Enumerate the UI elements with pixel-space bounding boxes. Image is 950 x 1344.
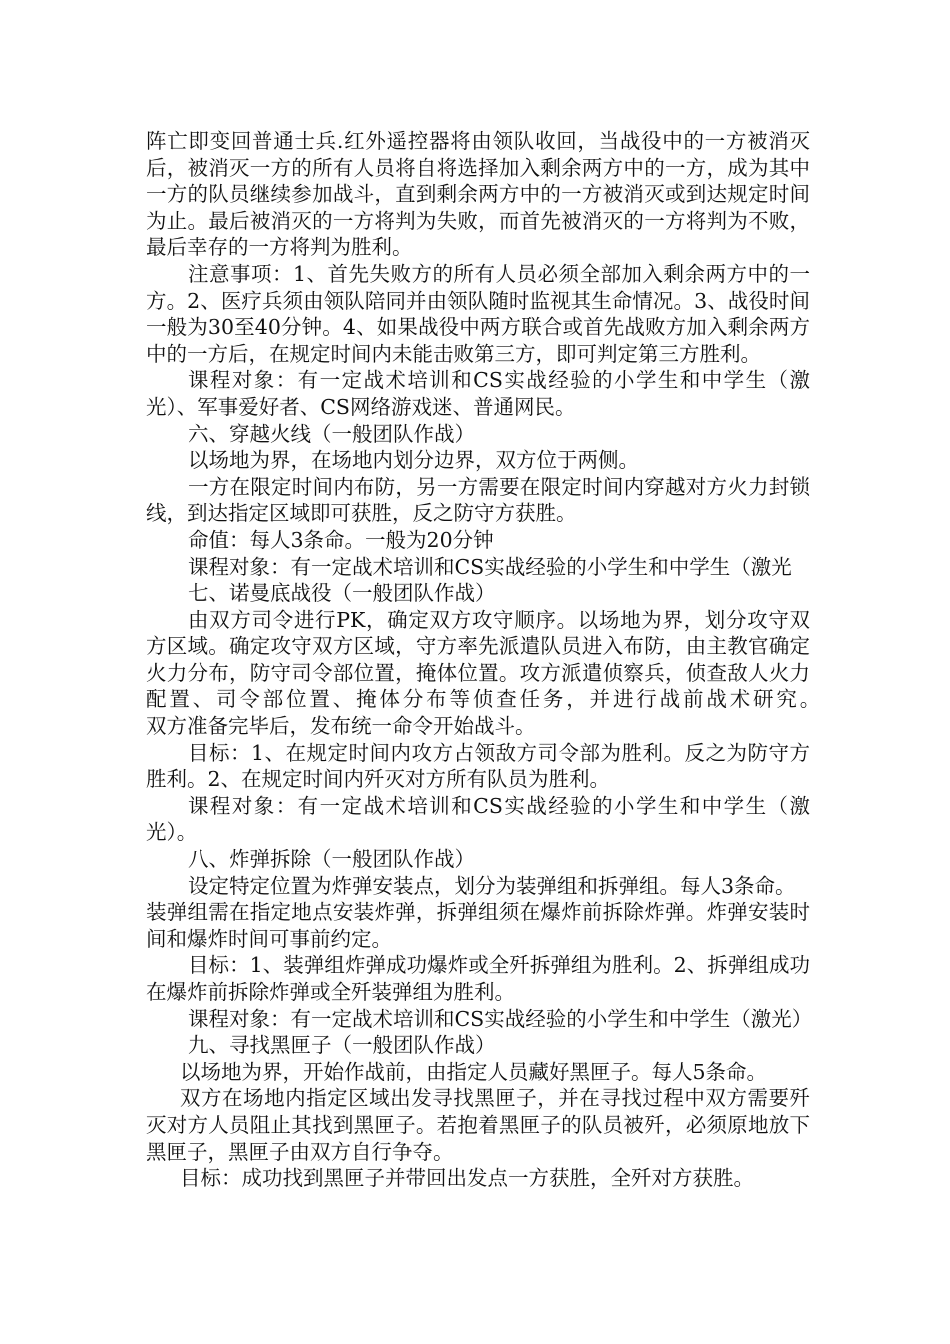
section-heading-9: 九、寻找黑匣子（一般团队作战） — [188, 1033, 496, 1058]
paragraph-9-goal: 目标：成功找到黑匣子并带回出发点一方获胜，全歼对方获胜。 — [180, 1166, 754, 1191]
paragraph-notes: 注意事项：1、首先失败方的所有人员必须全部加入剩余两方中的一方。2、医疗兵须由领队陪同并由领队随时监视其生命情况。3、战役时间一般为30至40分钟。4、如果战役中两方联合或首先战败方加入剩余两方中的一方后，在规定时间内未能击败第三方，即可判定第三方胜利。 — [146, 261, 810, 366]
paragraph-6-boundary: 以场地为界，在场地内划分边界，双方位于两侧。 — [188, 448, 639, 473]
paragraph-9-setup: 以场地为界，开始作战前，由指定人员藏好黑匣子。每人5条命。 — [180, 1059, 768, 1084]
section-heading-6: 六、穿越火线（一般团队作战） — [188, 421, 475, 446]
paragraph-6-lives: 命值：每人3条命。一般为20分钟 — [188, 527, 494, 552]
paragraph-6-rules: 一方在限定时间内布防，另一方需要在限定时间内穿越对方火力封锁线，到达指定区域即可获胜，反之防守方获胜。 — [146, 474, 810, 526]
paragraph-audience-3: 课程对象：有一定战术培训和CS实战经验的小学生和中学生（激光）。 — [146, 793, 810, 845]
document-body — [146, 128, 872, 1192]
section-heading-7: 七、诺曼底战役（一般团队作战） — [188, 581, 496, 606]
paragraph-audience-2: 课程对象：有一定战术培训和CS实战经验的小学生和中学生（激光 — [188, 554, 792, 579]
paragraph-9-rules: 双方在场地内指定区域出发寻找黑匣子，并在寻找过程中双方需要歼灭对方人员阻止其找到黑匣子。若抱着黑匣子的队员被歼，必须原地放下黑匣子，黑匣子由双方自行争夺。 — [146, 1086, 810, 1164]
paragraph-8-rules: 装弹组需在指定地点安装炸弹，拆弹组须在爆炸前拆除炸弹。炸弹安装时间和爆炸时间可事前约定。 — [146, 900, 810, 951]
paragraph-battle-elimination: 阵亡即变回普通士兵.红外遥控器将由领队收回，当战役中的一方被消灭后，被消灭一方的所有人员将自将选择加入剩余两方中的一方，成为其中一方的队员继续参加战斗，直到剩余两方中的一方被消灭或到达规定时间为止。最后被消灭的一方将判为失败，而首先被消灭的一方将判为不败，最后幸存的一方将判为胜利。 — [146, 129, 810, 260]
paragraph-audience-4: 课程对象：有一定战术培训和CS实战经验的小学生和中学生（激光） — [188, 1006, 813, 1031]
paragraph-audience-1: 课程对象：有一定战术培训和CS实战经验的小学生和中学生（激光）、军事爱好者、CS网络游戏迷、普通网民。 — [146, 368, 810, 419]
section-heading-8: 八、炸弹拆除（一般团队作战） — [188, 847, 475, 872]
paragraph-7-rules: 由双方司令进行PK，确定双方攻守顺序。以场地为界，划分攻守双方区域。确定攻守双方区域，守方率先派遣队员进入布防，由主教官确定火力分布，防守司令部位置，掩体位置。攻方派遣侦察兵，侦查敌人火力配置、司令部位置、掩体分布等侦查任务，并进行战前战术研究。 双方准备完毕后，发布统一命令开始战斗。 — [146, 607, 872, 739]
paragraph-7-goal: 目标：1、在规定时间内攻方占领敌方司令部为胜利。反之为防守方胜利。2、在规定时间内歼灭对方所有队员为胜利。 — [146, 740, 810, 792]
paragraph-8-setup: 设定特定位置为炸弹安装点，划分为装弹组和拆弹组。每人3条命。 — [188, 873, 796, 898]
paragraph-8-goal: 目标：1、装弹组炸弹成功爆炸或全歼拆弹组为胜利。2、拆弹组成功在爆炸前拆除炸弹或全歼装弹组为胜利。 — [146, 953, 810, 1004]
